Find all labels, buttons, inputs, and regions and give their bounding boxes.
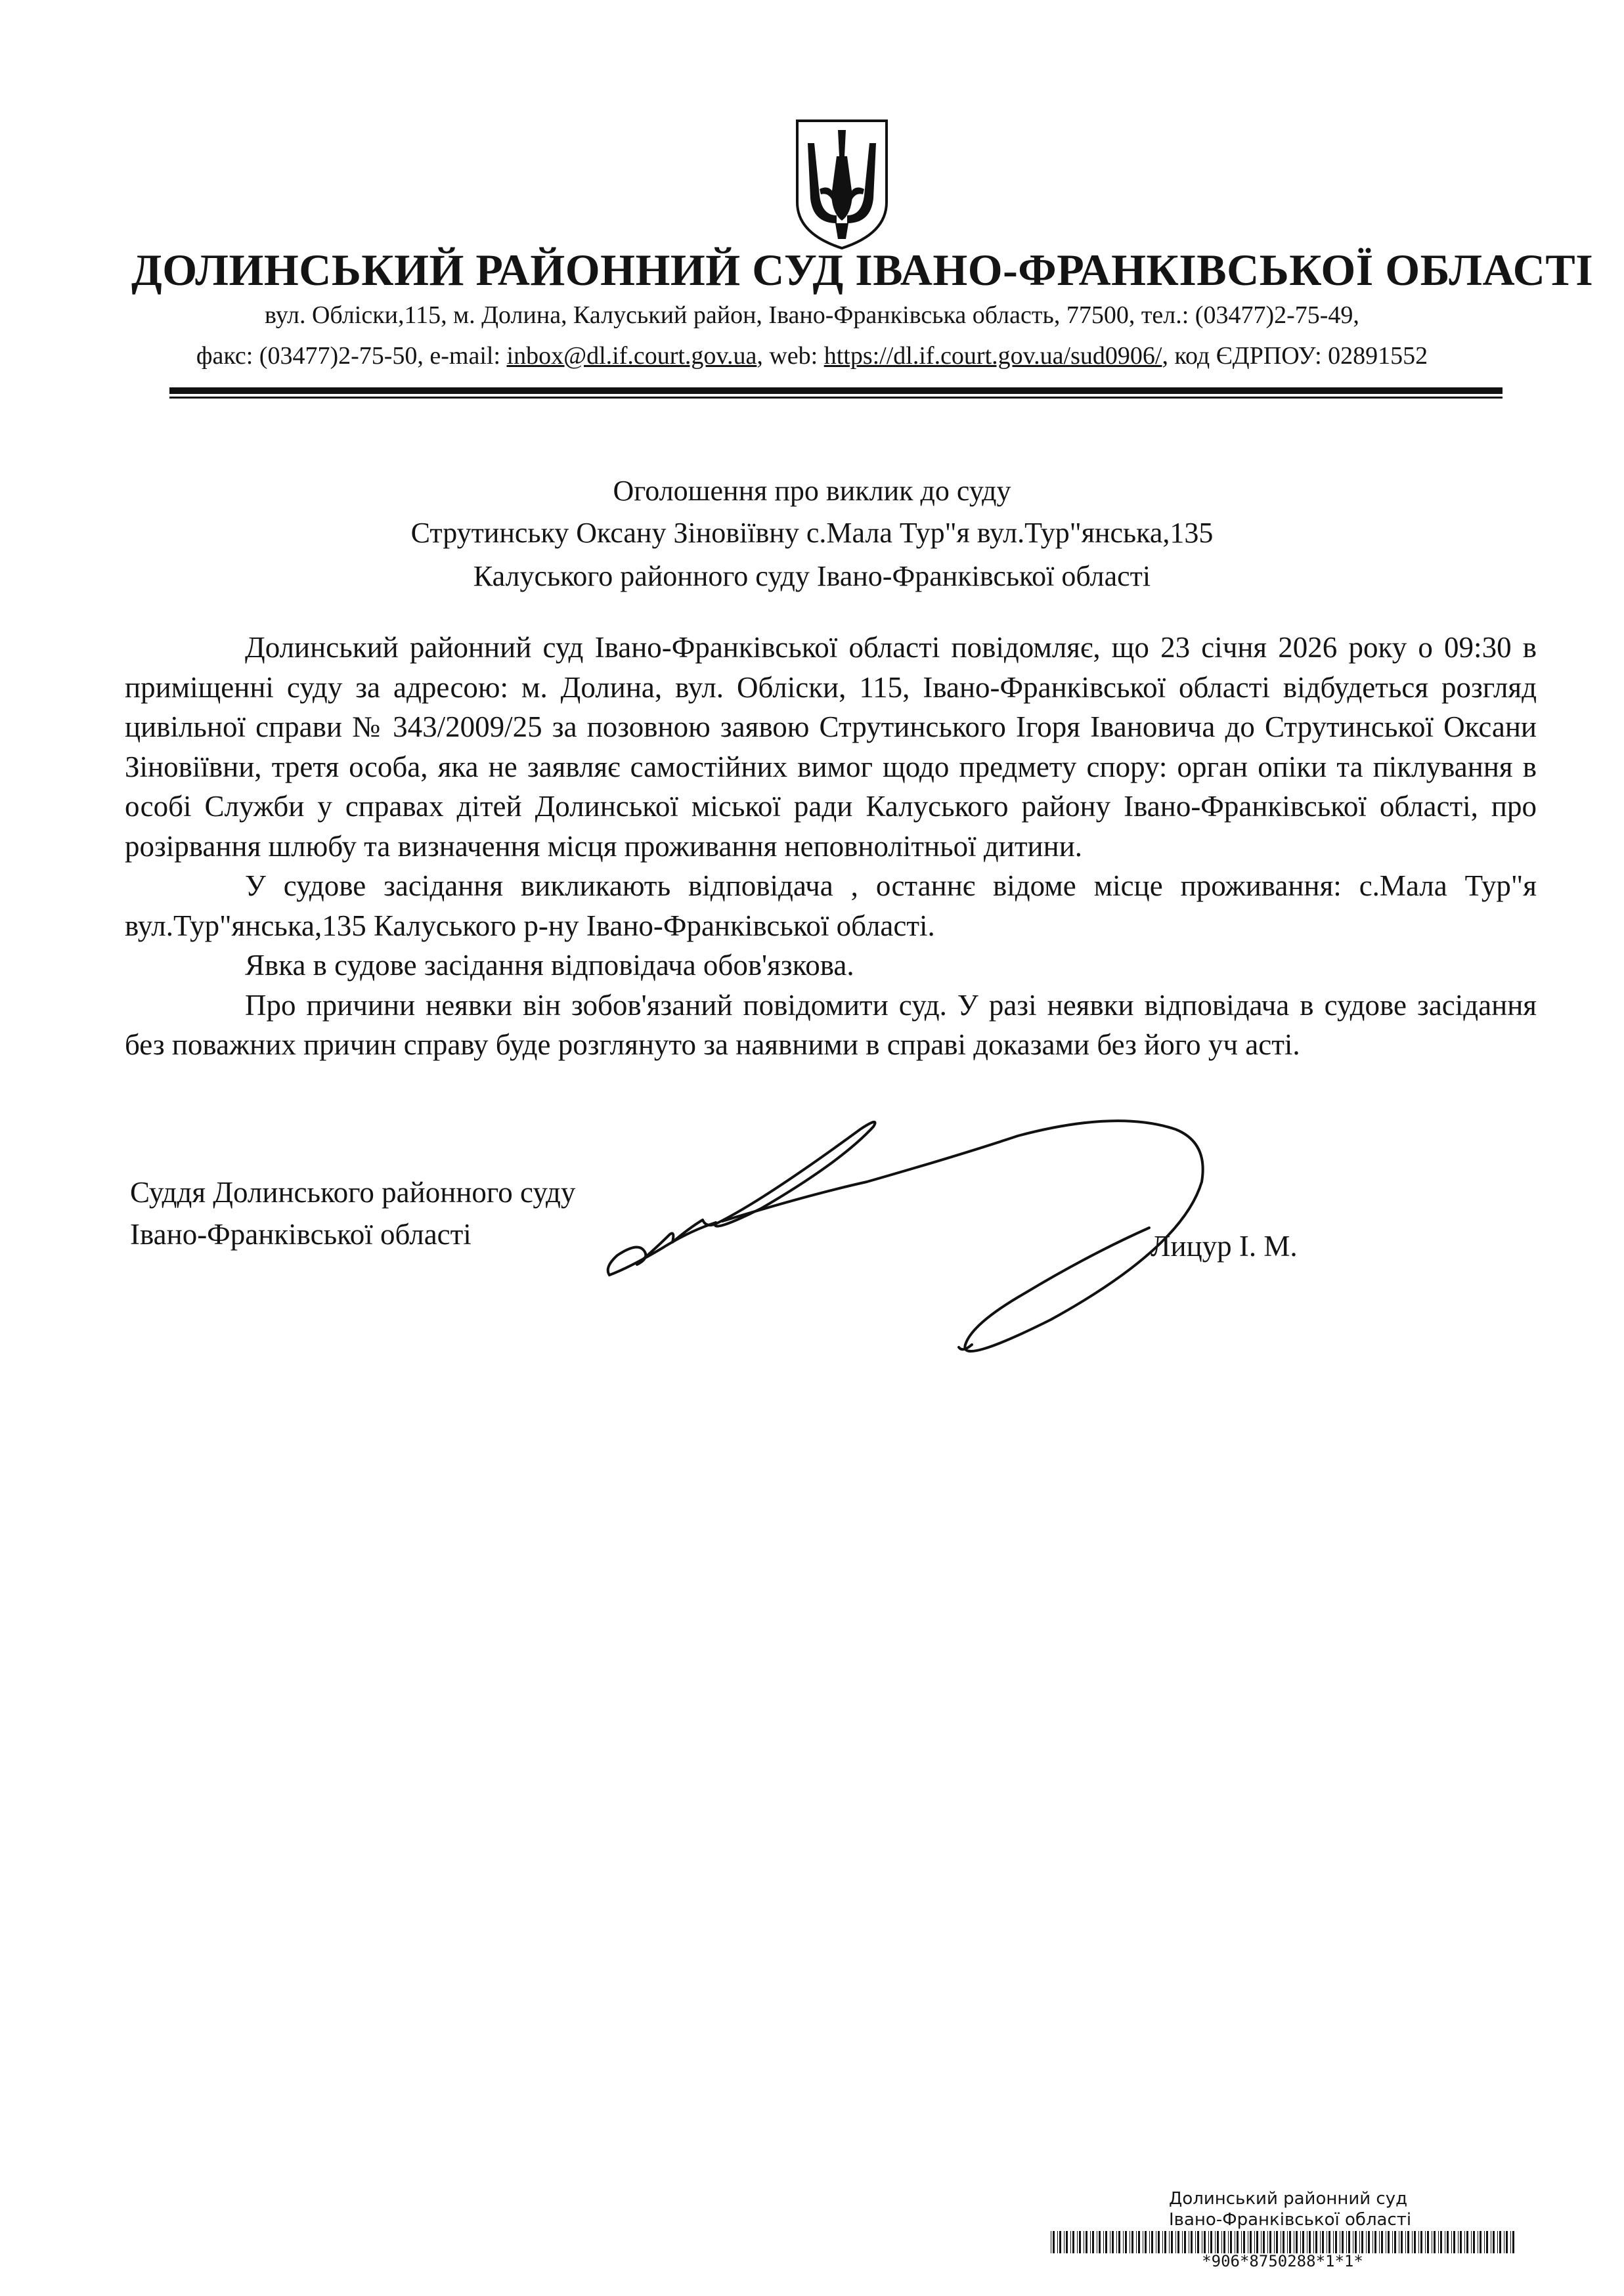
mandatory-appearance-paragraph: Явка в судове засідання відповідача обов'язкова. <box>245 949 854 982</box>
judge-position-line-1: Суддя Долинського районного суду <box>130 1176 576 1209</box>
stamp-court-name: Долинський районний суд <box>1169 2189 1408 2209</box>
trident-emblem-icon <box>793 117 890 251</box>
judge-position-line-2: Івано-Франківської області <box>130 1218 472 1251</box>
court-address: вул. Обліски,115, м. Долина, Калуський район, Івано-Франківська область, 77500, тел.: (03477)2-75-49, <box>265 301 1359 329</box>
announcement-body <box>125 628 1537 1065</box>
barcode-icon <box>1051 2231 1514 2253</box>
announcement-title: Оголошення про виклик до суду <box>613 475 1011 507</box>
header-divider-thick <box>169 387 1503 394</box>
barcode-number: *906*8750288*1*1* <box>1202 2252 1363 2270</box>
web-label: , web: <box>757 342 824 370</box>
absence-paragraph: Про причини неявки він зобов'язаний повідомити суд. У разі неявки відповідача в судове засідання без поважних причин справу буде розглянуто за наявними в справі доказами без його уч асті. <box>125 988 1537 1061</box>
court-name-heading: ДОЛИНСЬКИЙ РАЙОННИЙ СУД ІВАНО-ФРАНКІВСЬКОЇ ОБЛАСТІ <box>131 245 1594 295</box>
edrpou-code: , код ЄДРПОУ: 02891552 <box>1162 342 1428 370</box>
announcement-addressee: Струтинську Оксану Зіновіївну с.Мала Тур"я вул.Тур"янська,135 <box>410 517 1214 549</box>
email-link[interactable]: inbox@dl.if.court.gov.ua <box>506 342 757 370</box>
website-link[interactable]: https://dl.if.court.gov.ua/sud0906/ <box>823 342 1162 370</box>
header-divider-thin <box>169 397 1503 399</box>
stamp-region: Івано-Франківської області <box>1169 2210 1412 2230</box>
hearing-paragraph: Долинський районний суд Івано-Франківської області повідомляє, що 23 січня 2026 року о 09:30 в приміщенні суду за адресою: м. Долина, вул. Обліски, 115, Івано-Франківської області відбудеться розгляд цивільної справи № 343/2009/25 за позовною заявою Струтинського Ігоря Івановича до Струтинської Оксани Зіновіївни, третя особа, яка не заявляє самостійних вимог щодо предмету спору: орган опіки та піклування в особі Служби у справах дітей Долинської міської ради Калуського району Івано-Франківської області, про розірвання шлюбу та визначення місця проживання неповнолітньої дитини. <box>125 631 1537 863</box>
judge-name: Лицур І. М. <box>1151 1230 1298 1263</box>
announcement-district: Калуського районного суду Івано-Франківської області <box>473 560 1151 592</box>
fax-label: факс: (03477)2-75-50, e-mail: <box>196 342 507 370</box>
handwritten-signature <box>591 1070 1248 1372</box>
summons-paragraph: У судове засідання викликають відповідача , останнє відоме місце проживання: с.Мала Тур"я вул.Тур"янська,135 Калуського р-ну Івано-Франківської області. <box>125 869 1537 942</box>
court-contacts <box>131 341 1493 370</box>
